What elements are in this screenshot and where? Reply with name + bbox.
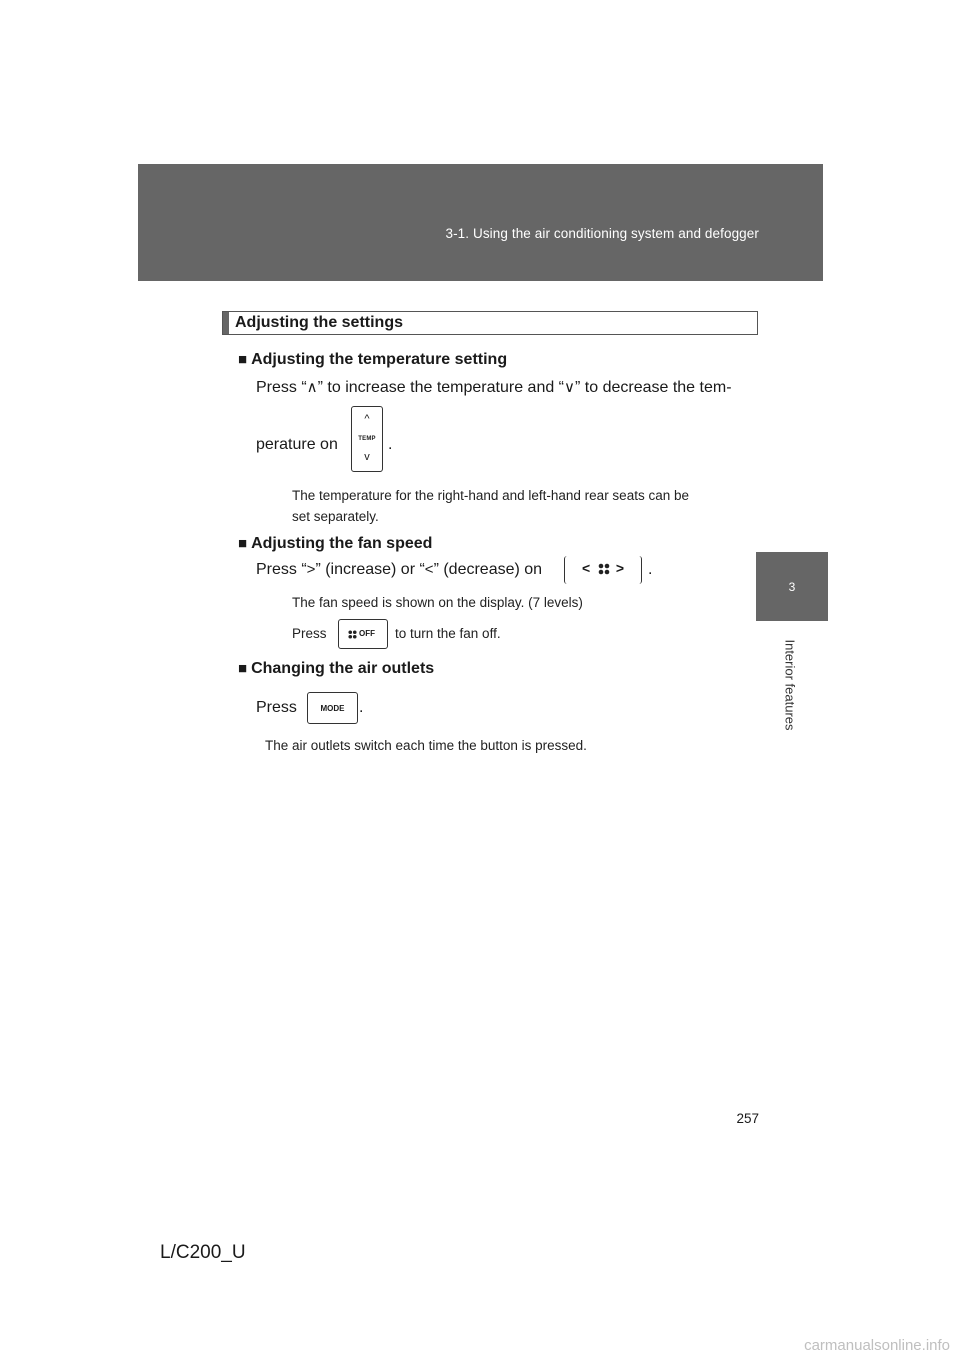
text-fragment: ” (increase) or “ bbox=[315, 561, 425, 578]
temp-button-label: TEMP bbox=[358, 436, 376, 442]
bullet-square: ■ bbox=[238, 660, 248, 677]
off-button-label: OFF bbox=[359, 629, 375, 638]
footer-code: L/C200_U bbox=[160, 1242, 246, 1263]
outlets-heading-text: Changing the air outlets bbox=[251, 660, 435, 677]
text-fragment: Press “ bbox=[256, 379, 307, 396]
temp-button bbox=[351, 406, 383, 472]
outlets-note: The air outlets switch each time the button is pressed. bbox=[265, 738, 587, 753]
watermark: carmanualsonline.info bbox=[804, 1337, 950, 1354]
outlets-period: . bbox=[359, 699, 364, 716]
fan-period: . bbox=[648, 561, 653, 578]
fan-off-note-suffix: to turn the fan off. bbox=[395, 626, 501, 641]
header-section-title: 3-1. Using the air conditioning system and defogger bbox=[445, 226, 759, 241]
text-fragment: ” (decrease) on bbox=[433, 561, 543, 578]
fan-off-button bbox=[338, 619, 388, 649]
text-fragment: ” to decrease the tem- bbox=[575, 379, 732, 396]
text-fragment: Press “ bbox=[256, 561, 307, 578]
fan-heading bbox=[238, 535, 432, 553]
text-fragment: perature on bbox=[256, 436, 338, 453]
header-band bbox=[138, 164, 823, 281]
text-fragment: ” to increase the temperature and “ bbox=[317, 379, 565, 396]
chevron-up-icon: ^ bbox=[364, 413, 370, 425]
fan-speed-button bbox=[564, 556, 642, 584]
section-title-box bbox=[222, 311, 758, 335]
temperature-instruction-line1 bbox=[256, 378, 732, 397]
bullet-square: ■ bbox=[238, 535, 248, 552]
temperature-heading-text: Adjusting the temperature setting bbox=[251, 351, 508, 368]
fan-instruction bbox=[256, 561, 542, 579]
temperature-period: . bbox=[388, 436, 393, 453]
up-symbol: ∧ bbox=[306, 379, 318, 396]
increase-symbol: > bbox=[306, 561, 316, 578]
fan-off-note-prefix: Press bbox=[292, 626, 327, 641]
mode-button-label: MODE bbox=[320, 704, 345, 713]
chevron-down-icon: v bbox=[364, 451, 370, 463]
decrease-symbol: < bbox=[424, 561, 434, 578]
bullet-square: ■ bbox=[238, 351, 248, 368]
fan-heading-text: Adjusting the fan speed bbox=[251, 535, 433, 552]
temperature-heading bbox=[238, 351, 507, 369]
down-symbol: ∨ bbox=[564, 379, 575, 396]
chapter-number: 3 bbox=[788, 580, 796, 594]
temperature-note-line1: The temperature for the right-hand and left-hand rear seats can be bbox=[292, 488, 689, 503]
chevron-right-icon: > bbox=[615, 560, 624, 576]
section-title-bar bbox=[223, 312, 229, 334]
page-number: 257 bbox=[736, 1111, 759, 1126]
chevron-left-icon: < bbox=[582, 560, 591, 576]
outlets-heading bbox=[238, 660, 434, 678]
chapter-label-text: Interior features bbox=[782, 639, 798, 731]
fan-icon bbox=[348, 630, 357, 639]
fan-icon bbox=[598, 563, 610, 575]
temperature-note-line2: set separately. bbox=[292, 509, 379, 524]
chapter-tab bbox=[756, 552, 828, 621]
fan-levels-note: The fan speed is shown on the display. (7 levels) bbox=[292, 595, 583, 610]
outlets-press: Press bbox=[256, 699, 297, 716]
temperature-instruction-line2 bbox=[256, 436, 338, 454]
chapter-label bbox=[782, 632, 798, 738]
mode-button bbox=[307, 692, 358, 724]
section-title: Adjusting the settings bbox=[235, 314, 403, 331]
